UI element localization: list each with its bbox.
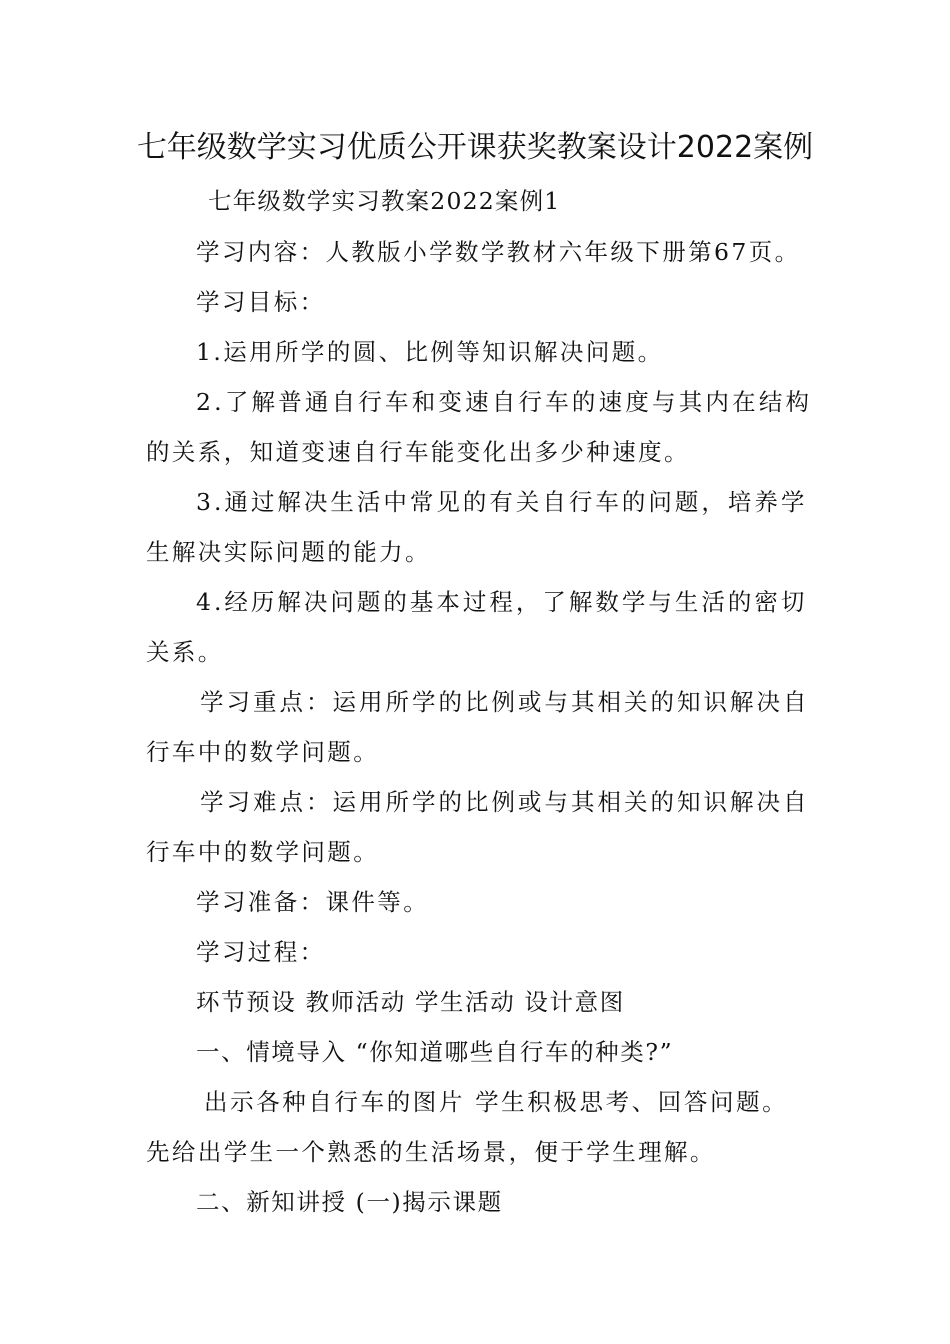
paragraph-line: 1.运用所学的圆、比例等知识解决问题。 — [196, 338, 664, 366]
subtitle-line: 七年级数学实习教案2022案例1 — [208, 187, 561, 215]
paragraph-line: 的关系，知道变速自行车能变化出多少种速度。 — [146, 438, 690, 466]
paragraph-line: 4.经历解决问题的基本过程，了解数学与生活的密切 — [196, 588, 808, 616]
paragraph-line: 3.通过解决生活中常见的有关自行车的问题，培养学 — [196, 488, 808, 516]
paragraph-line: 一、情境导入 “你知道哪些自行车的种类?” — [196, 1038, 674, 1066]
paragraph-line: 2.了解普通自行车和变速自行车的速度与其内在结构 — [196, 388, 813, 416]
paragraph-line: 学习准备：课件等。 — [196, 888, 430, 916]
paragraph-line: 先给出学生一个熟悉的生活场景，便于学生理解。 — [146, 1138, 716, 1166]
paragraph-line: 学习重点：运用所学的比例或与其相关的知识解决自 — [200, 688, 810, 716]
paragraph-line: 生解决实际问题的能力。 — [146, 538, 431, 566]
paragraph-line: 关系。 — [146, 638, 224, 666]
paragraph-line: 出示各种自行车的图片 学生积极思考、回答问题。 — [204, 1088, 789, 1116]
paragraph-line: 学习目标： — [196, 288, 326, 316]
paragraph-line: 二、新知讲授 (一)揭示课题 — [196, 1188, 503, 1216]
document-title: 七年级数学实习优质公开课获奖教案设计2022案例 — [136, 130, 814, 165]
paragraph-line: 学习过程： — [196, 938, 326, 966]
paragraph-line: 行车中的数学问题。 — [146, 738, 380, 766]
paragraph-line: 学习难点：运用所学的比例或与其相关的知识解决自 — [200, 788, 810, 816]
paragraph-line: 学习内容：人教版小学数学教材六年级下册第67页。 — [196, 238, 801, 266]
paragraph-line: 环节预设 教师活动 学生活动 设计意图 — [196, 988, 625, 1016]
paragraph-line: 行车中的数学问题。 — [146, 838, 380, 866]
